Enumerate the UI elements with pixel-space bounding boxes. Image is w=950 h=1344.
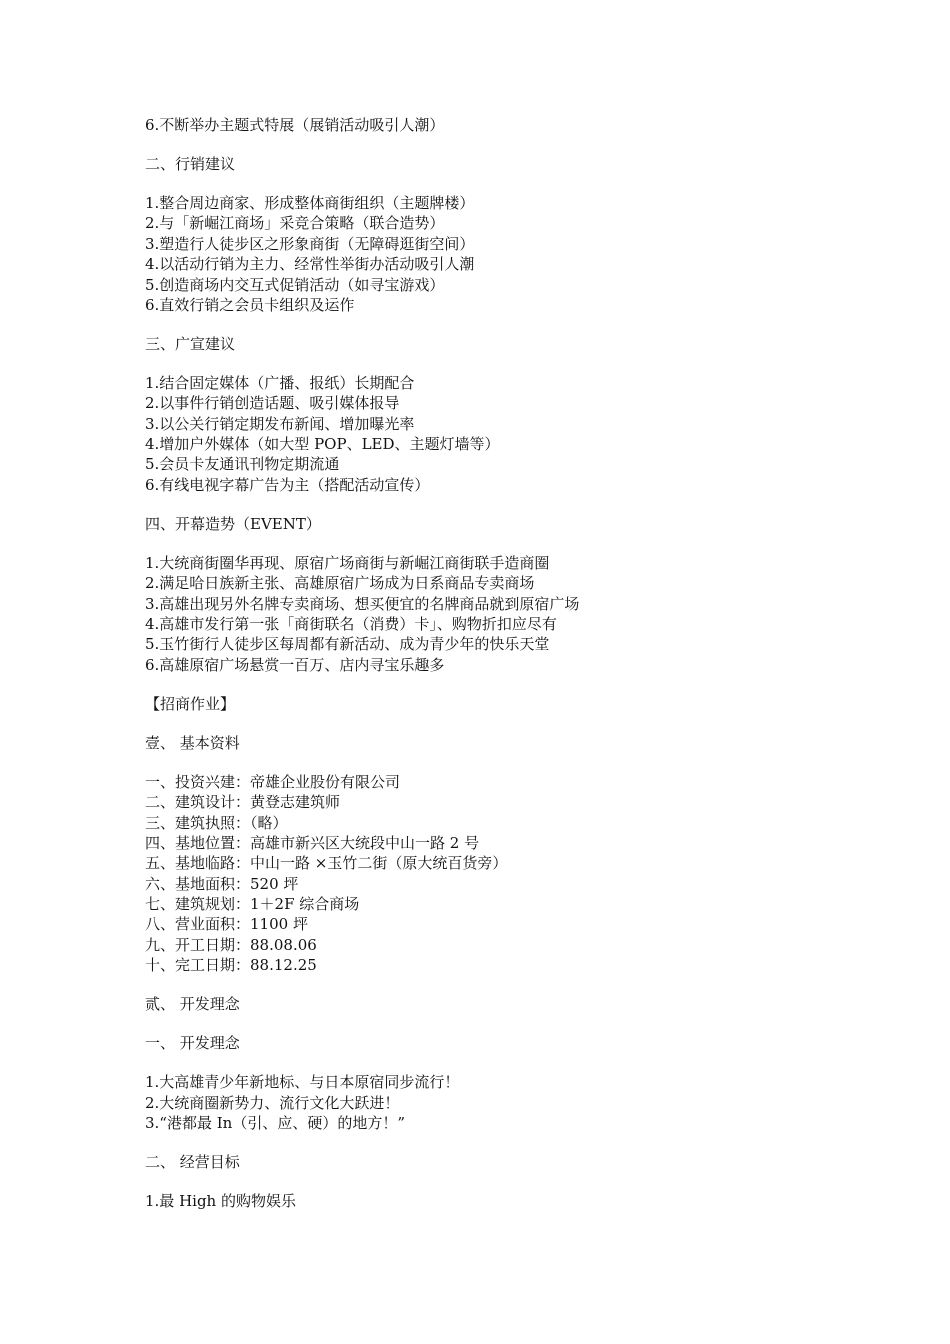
document-page — [145, 115, 905, 1211]
section-heading: 【招商作业】 — [145, 694, 236, 713]
section-heading: 贰、 开发理念 — [145, 995, 240, 1014]
blank-line — [145, 135, 905, 154]
text-line: 4.高雄市发行第一张「商街联名（消费）卡」、购物折扣应尽有 — [145, 614, 557, 633]
text-line: 1.大统商街圈华再现、原宿广场商街与新崛江商街联手造商圈 — [145, 553, 550, 572]
text-line: 十、完工日期：88.12.25 — [145, 956, 317, 975]
blank-line — [145, 753, 905, 772]
section-heading: 三、广宣建议 — [145, 334, 236, 353]
text-line: 2.大统商圈新势力、流行文化大跃进！ — [145, 1093, 400, 1112]
text-line: 一、投资兴建：帝雄企业股份有限公司 — [145, 772, 401, 791]
text-line: 3.“港都最 In（引、应、硬）的地方！” — [145, 1113, 406, 1132]
section-heading: 二、 经营目标 — [145, 1152, 240, 1171]
text-line: 七、建筑规划：1＋2F 综合商场 — [145, 895, 360, 914]
section-heading: 壹、 基本资料 — [145, 733, 240, 752]
text-line: 2.以事件行销创造话题、吸引媒体报导 — [145, 394, 400, 413]
text-line: 八、营业面积：1100 坪 — [145, 915, 308, 934]
text-line: 1.结合固定媒体（广播、报纸）长期配合 — [145, 373, 415, 392]
text-line: 九、开工日期：88.08.06 — [145, 935, 317, 954]
blank-line — [145, 315, 905, 334]
text-line: 6.高雄原宿广场悬赏一百万、店内寻宝乐趣多 — [145, 655, 445, 674]
blank-line — [145, 534, 905, 553]
text-line: 2.满足哈日族新主张、高雄原宿广场成为日系商品专卖商场 — [145, 574, 535, 593]
blank-line — [145, 1172, 905, 1191]
text-line: 3.以公关行销定期发布新闻、增加曝光率 — [145, 414, 415, 433]
text-line: 1.大高雄青少年新地标、与日本原宿同步流行！ — [145, 1073, 460, 1092]
text-line: 5.会员卡友通讯刊物定期流通 — [145, 455, 340, 474]
text-line: 5.玉竹街行人徒步区每周都有新活动、成为青少年的快乐天堂 — [145, 635, 550, 654]
section-heading: 四、开幕造势（EVENT） — [145, 514, 321, 533]
blank-line — [145, 714, 905, 733]
text-line: 2.与「新崛江商场」采竞合策略（联合造势） — [145, 214, 445, 233]
text-line: 4.增加户外媒体（如大型 POP、LED、主题灯墙等） — [145, 435, 500, 454]
text-line: 3.高雄出现另外名牌专卖商场、想买便宜的名牌商品就到原宿广场 — [145, 594, 580, 613]
blank-line — [145, 675, 905, 694]
blank-line — [145, 174, 905, 193]
text-line: 3.塑造行人徒步区之形象商街（无障碍逛街空间） — [145, 234, 475, 253]
section-heading: 二、行销建议 — [145, 154, 236, 173]
text-line: 五、基地临路：中山一路 ×玉竹二街（原大统百货旁） — [145, 854, 508, 873]
text-line: 6.直效行销之会员卡组织及运作 — [145, 295, 355, 314]
blank-line — [145, 1015, 905, 1034]
text-line: 5.创造商场内交互式促销活动（如寻宝游戏） — [145, 275, 445, 294]
blank-line — [145, 495, 905, 514]
section-heading: 一、 开发理念 — [145, 1034, 240, 1053]
text-line: 6.不断举办主题式特展（展销活动吸引人潮） — [145, 116, 445, 134]
text-line: 二、建筑设计：黄登志建筑师 — [145, 793, 341, 812]
blank-line — [145, 1054, 905, 1073]
text-line: 六、基地面积：520 坪 — [145, 874, 299, 893]
text-line: 三、建筑执照：（略） — [145, 813, 288, 832]
text-line: 四、基地位置：高雄市新兴区大统段中山一路 2 号 — [145, 833, 480, 852]
blank-line — [145, 1133, 905, 1152]
text-line: 1.最 High 的购物娱乐 — [145, 1191, 296, 1210]
text-line: 4.以活动行销为主力、经常性举街办活动吸引人潮 — [145, 255, 475, 274]
text-line: 1.整合周边商家、形成整体商街组织（主题牌楼） — [145, 193, 475, 212]
blank-line — [145, 976, 905, 995]
blank-line — [145, 354, 905, 373]
text-line: 6.有线电视字幕广告为主（搭配活动宣传） — [145, 475, 430, 494]
